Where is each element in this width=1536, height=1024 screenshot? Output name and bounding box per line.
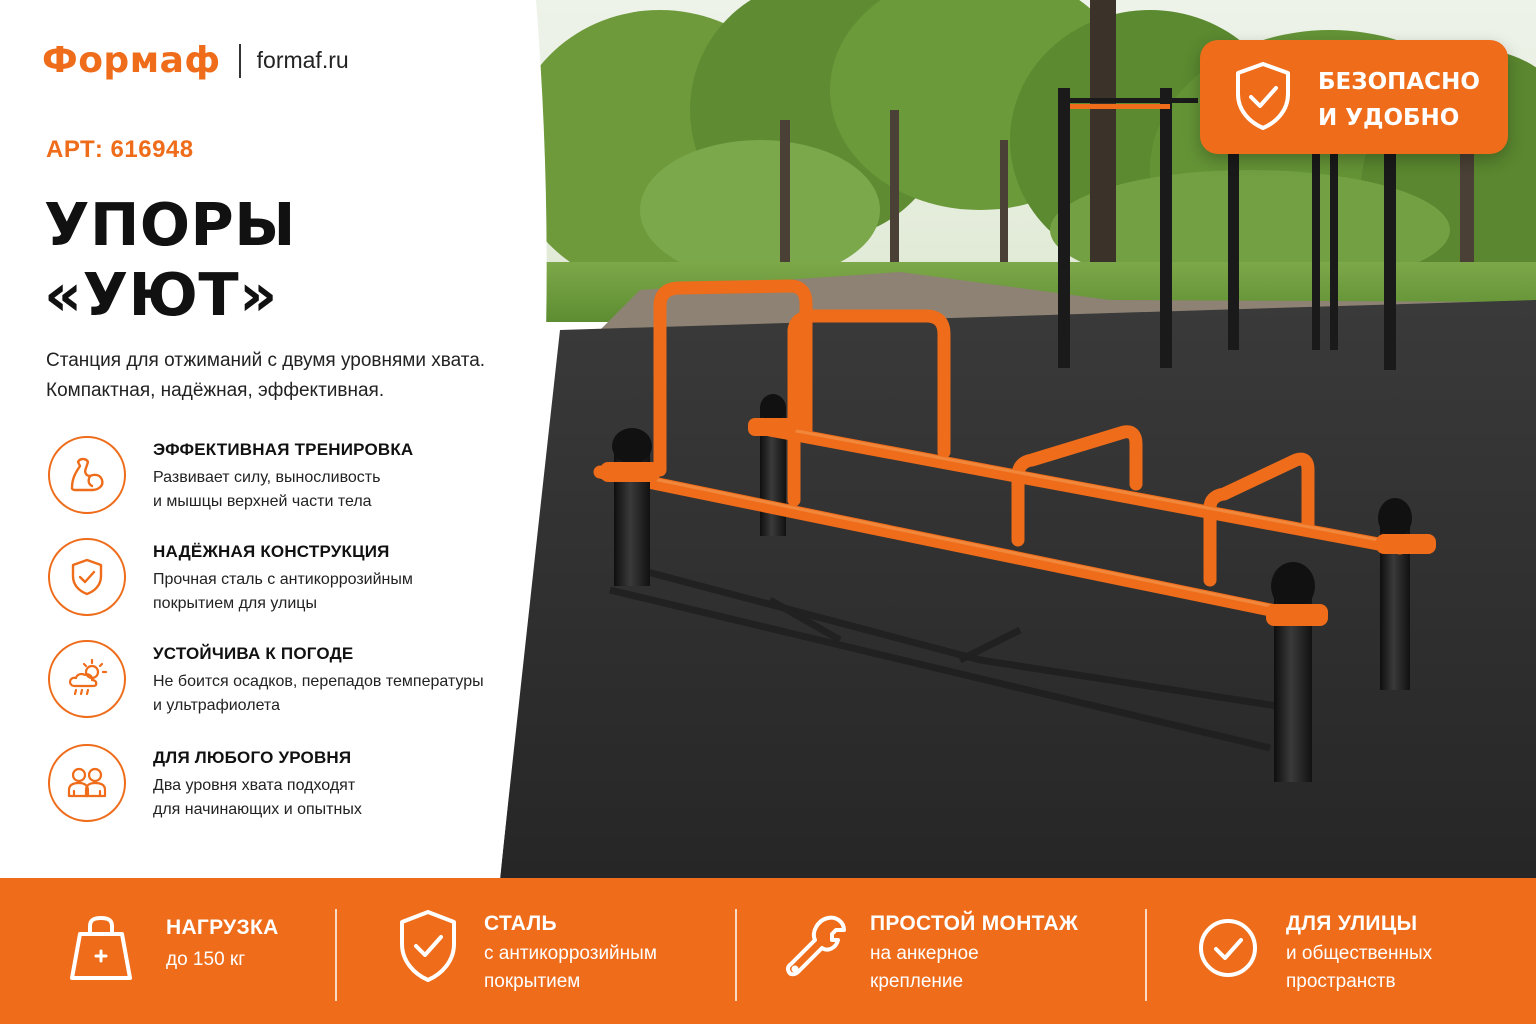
feature-text-line: Прочная сталь с антикоррозийным	[153, 571, 413, 588]
product-title-line1: УПОРЫ	[44, 190, 296, 259]
spec-title: ДЛЯ УЛИЦЫ	[1286, 912, 1418, 935]
description-line2: Компактная, надёжная, эффективная.	[46, 380, 385, 401]
spec-text	[1286, 940, 1432, 996]
feature-text-line: покрытием для улицы	[153, 595, 317, 612]
muscle-arm-icon	[48, 436, 126, 514]
feature-title: ДЛЯ ЛЮБОГО УРОВНЯ	[153, 748, 352, 767]
feature-title: УСТОЙЧИВА К ПОГОДЕ	[153, 644, 354, 663]
description-line1: Станция для отжиманий с двумя уровнями хвата.	[46, 350, 486, 371]
feature-text-line: и ультрафиолета	[153, 697, 280, 714]
product-description	[46, 346, 485, 406]
logo-divider	[239, 44, 241, 78]
spec-text-line: покрытием	[484, 971, 581, 992]
spec-text	[870, 940, 979, 996]
feature-text	[153, 774, 573, 822]
feature-item	[48, 538, 588, 628]
feature-item	[48, 744, 588, 834]
feature-text-line: и мышцы верхней части тела	[153, 493, 372, 510]
spec-title: ПРОСТОЙ МОНТАЖ	[870, 912, 1079, 935]
feature-text-line: Не боится осадков, перепадов температуры	[153, 673, 484, 690]
feature-text-line: Развивает силу, выносливость	[153, 469, 381, 486]
brand-url[interactable]: formaf.ru	[256, 47, 349, 73]
spec-title: НАГРУЗКА	[166, 916, 279, 939]
brand-name: Формаф	[42, 40, 221, 81]
feature-item	[48, 640, 588, 730]
spec-item	[336, 878, 736, 1024]
spec-text-line: и общественных	[1286, 943, 1433, 964]
feature-title: НАДЁЖНАЯ КОНСТРУКЦИЯ	[153, 542, 390, 561]
spec-item	[736, 878, 1146, 1024]
feature-text-line: Два уровня хвата подходят	[153, 777, 356, 794]
info-panel	[0, 0, 620, 880]
brand-logo[interactable]	[42, 40, 349, 81]
badge-text-line: И УДОБНО	[1318, 105, 1460, 131]
badge-text	[1318, 64, 1480, 136]
article-number: АРТ: 616948	[46, 136, 194, 163]
spec-title: СТАЛЬ	[484, 912, 557, 935]
shield-check-icon	[48, 538, 126, 616]
spec-text-line: с антикоррозийным	[484, 943, 657, 964]
feature-text	[153, 466, 573, 514]
two-people-icon	[48, 744, 126, 822]
badge-text-line: БЕЗОПАСНО	[1318, 69, 1480, 95]
feature-text	[153, 568, 573, 616]
feature-title: ЭФФЕКТИВНАЯ ТРЕНИРОВКА	[153, 440, 414, 459]
specs-bar	[0, 878, 1536, 1024]
product-title	[44, 190, 296, 330]
feature-item	[48, 436, 588, 526]
feature-text	[153, 670, 573, 718]
check-circle-icon	[1196, 916, 1260, 985]
feature-text-line: для начинающих и опытных	[153, 801, 362, 818]
weight-icon	[66, 912, 136, 989]
spec-text-line: пространств	[1286, 971, 1396, 992]
safety-badge	[1200, 40, 1508, 154]
wrench-icon	[784, 912, 852, 985]
spec-text	[166, 946, 245, 974]
shield-check-icon	[1230, 60, 1296, 139]
spec-item	[0, 878, 336, 1024]
weather-sun-cloud-rain-icon	[48, 640, 126, 718]
shield-check-icon	[394, 908, 462, 991]
spec-text	[484, 940, 657, 996]
spec-item	[1146, 878, 1536, 1024]
spec-text-line: крепление	[870, 971, 964, 992]
spec-text-line: до 150 кг	[166, 949, 246, 970]
product-title-line2: «УЮТ»	[44, 260, 278, 329]
spec-text-line: на анкерное	[870, 943, 979, 964]
